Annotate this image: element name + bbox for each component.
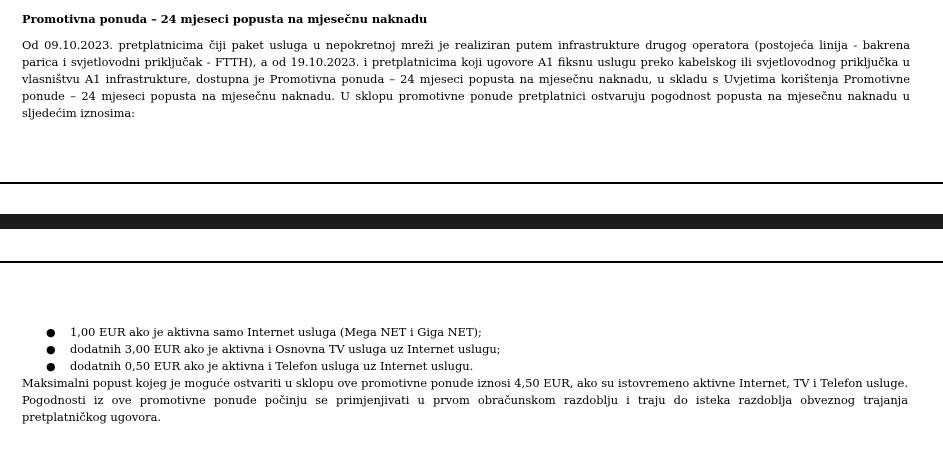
list-item-text: dodatnih 0,50 EUR ako je aktivna i Telefon usluga uz Internet uslugu. bbox=[70, 359, 474, 373]
list-item-text: dodatnih 3,00 EUR ako je aktivna i Osnovna TV usluga uz Internet uslugu; bbox=[70, 342, 501, 356]
horizontal-rule-top bbox=[0, 182, 943, 184]
list-item-text: 1,00 EUR ako je aktivna samo Internet usluga (Mega NET i Giga NET); bbox=[70, 325, 482, 339]
bullet-icon: ● bbox=[46, 343, 56, 356]
dark-separator-band bbox=[0, 214, 943, 229]
list-item bbox=[22, 358, 501, 375]
list-item bbox=[22, 341, 501, 358]
document-heading: Promotivna ponuda – 24 mjeseci popusta na mjesečnu naknadu bbox=[22, 12, 428, 26]
bullet-icon: ● bbox=[46, 326, 56, 339]
intro-paragraph: Od 09.10.2023. pretplatnicima čiji paket usluga u nepokretnoj mreži je realiziran putem infrastrukture drugog operatora (postojeća linija - bakrena parica i svjetlovodni priključak - FTTH), a od 19.10.2023. i pretplatnicima koji ugovore A1 fiksnu uslugu preko kabelskog ili svjetlovodnog priključka u vlasništvu A1 infrastrukture, dostupna je Promotivna ponuda – 24 mjeseci popusta na mjesečnu naknadu, u skladu s Uvjetima korištenja Promotivne ponude – 24 mjeseci popusta na mjesečnu naknadu. U sklopu promotivne ponude pretplatnici ostvaruju pogodnost popusta na mjesečnu naknadu u sljedećim iznosima: bbox=[22, 38, 910, 120]
discount-list bbox=[22, 324, 501, 375]
bullet-icon: ● bbox=[46, 360, 56, 373]
summary-paragraph: Maksimalni popust kojeg je moguće ostvariti u sklopu ove promotivne ponude iznosi 4,50 EUR, ako su istovremeno aktivne Internet, TV i Telefon usluge. Pogodnosti iz ove promotivne ponude počinju se primjenjivati u prvom obračunskom razdoblju i traju do isteka razdoblja obveznog trajanja pretplatničkog ugovora. bbox=[22, 376, 908, 424]
list-item bbox=[22, 324, 501, 341]
horizontal-rule-bottom bbox=[0, 261, 943, 263]
